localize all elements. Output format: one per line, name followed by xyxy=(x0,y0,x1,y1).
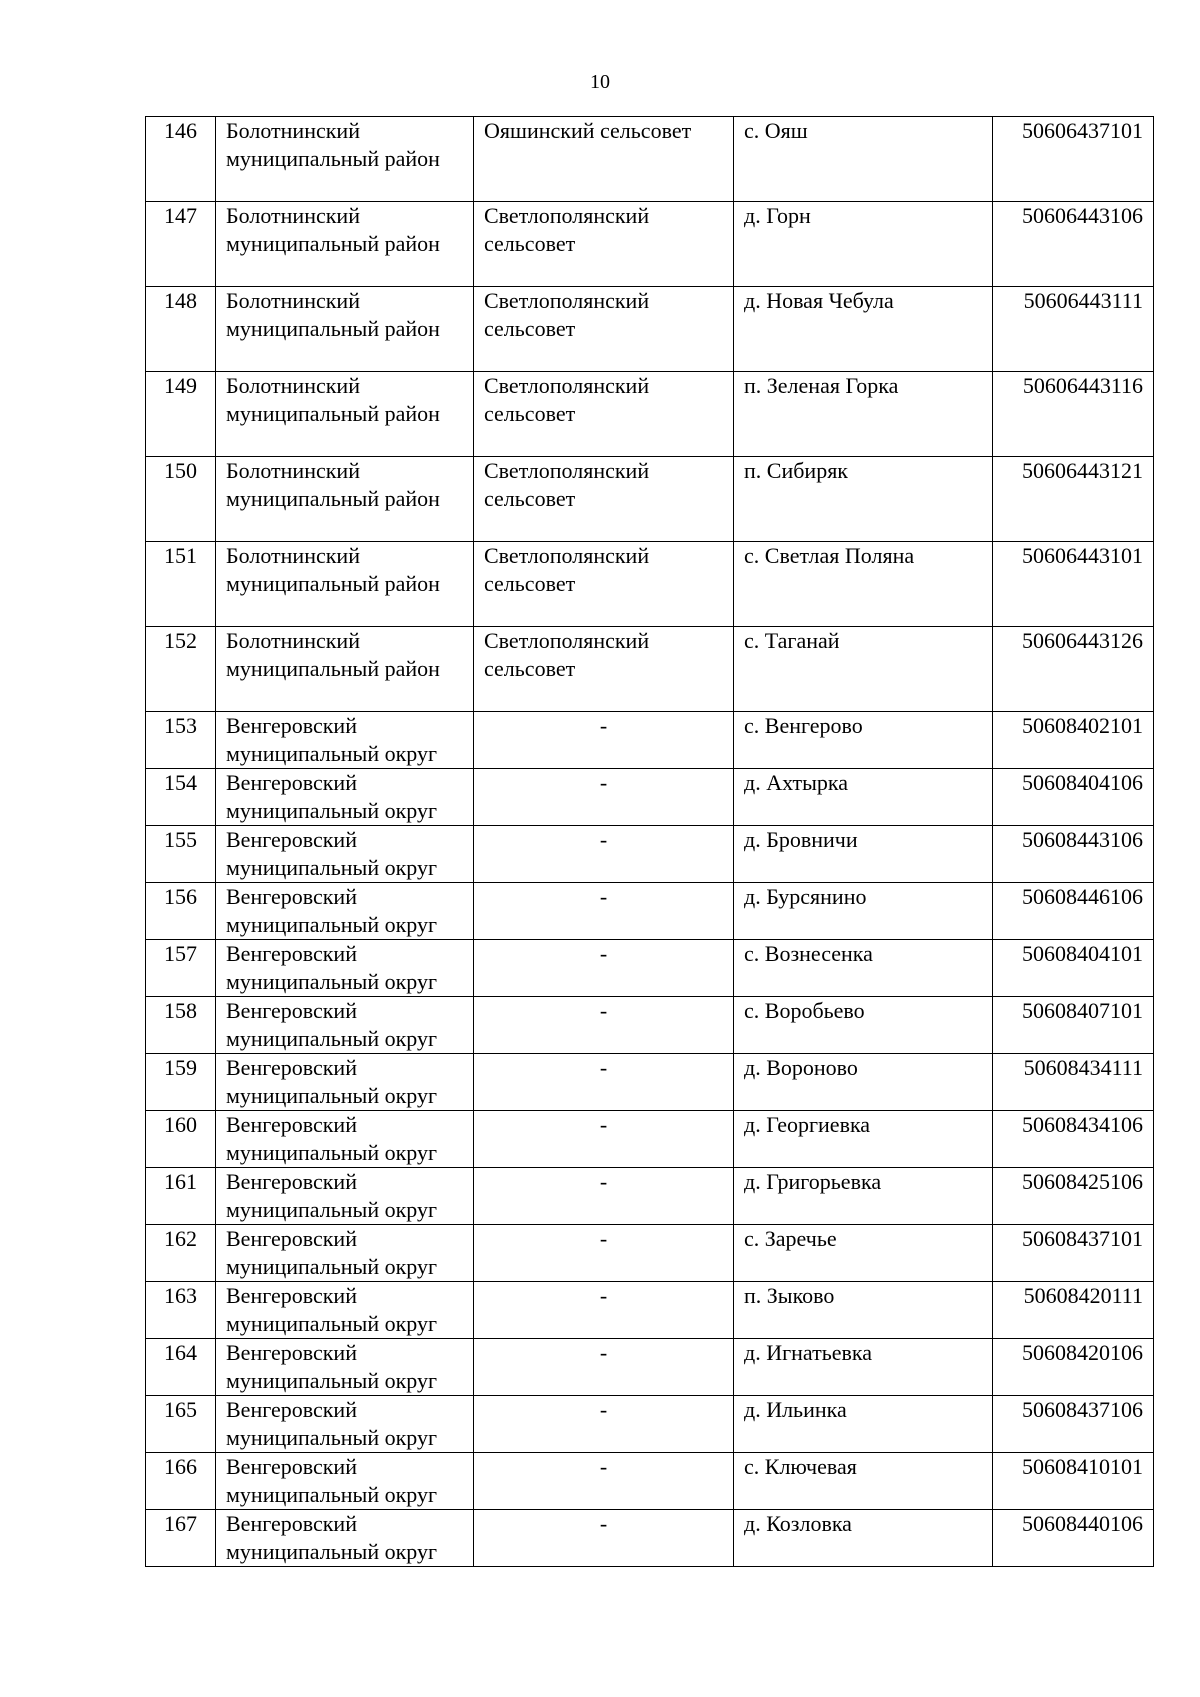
row-number: 152 xyxy=(146,627,216,712)
oktmo-code: 50606443111 xyxy=(993,287,1154,372)
council-name: - xyxy=(474,1282,734,1339)
row-number: 146 xyxy=(146,117,216,202)
row-number: 166 xyxy=(146,1453,216,1510)
page-number: 10 xyxy=(590,71,610,93)
oktmo-code: 50608420111 xyxy=(993,1282,1154,1339)
oktmo-code: 50608437101 xyxy=(993,1225,1154,1282)
row-number: 163 xyxy=(146,1282,216,1339)
locality-name: с. Ояш xyxy=(734,117,993,202)
settlements-table xyxy=(145,116,1154,1567)
district-name: Венгеровский муниципальный округ xyxy=(216,769,474,826)
table-row xyxy=(146,1054,1154,1111)
district-name: Венгеровский муниципальный округ xyxy=(216,1225,474,1282)
locality-name: д. Григорьевка xyxy=(734,1168,993,1225)
table-row xyxy=(146,1396,1154,1453)
row-number: 159 xyxy=(146,1054,216,1111)
locality-name: д. Ильинка xyxy=(734,1396,993,1453)
oktmo-code: 50608404106 xyxy=(993,769,1154,826)
district-name: Венгеровский муниципальный округ xyxy=(216,940,474,997)
council-name: - xyxy=(474,940,734,997)
table-row xyxy=(146,1111,1154,1168)
table-row xyxy=(146,1225,1154,1282)
table-row xyxy=(146,202,1154,287)
row-number: 162 xyxy=(146,1225,216,1282)
council-name: - xyxy=(474,883,734,940)
locality-name: д. Бурсянино xyxy=(734,883,993,940)
district-name: Венгеровский муниципальный округ xyxy=(216,1339,474,1396)
row-number: 156 xyxy=(146,883,216,940)
locality-name: с. Вознесенка xyxy=(734,940,993,997)
locality-name: д. Ахтырка xyxy=(734,769,993,826)
district-name: Венгеровский муниципальный округ xyxy=(216,997,474,1054)
settlements-table-body xyxy=(146,117,1154,1567)
row-number: 157 xyxy=(146,940,216,997)
council-name: Светлополянский сельсовет xyxy=(474,542,734,627)
table-row xyxy=(146,542,1154,627)
council-name: - xyxy=(474,826,734,883)
oktmo-code: 50606443116 xyxy=(993,372,1154,457)
oktmo-code: 50608446106 xyxy=(993,883,1154,940)
row-number: 160 xyxy=(146,1111,216,1168)
council-name: - xyxy=(474,1453,734,1510)
locality-name: с. Воробьево xyxy=(734,997,993,1054)
locality-name: с. Ключевая xyxy=(734,1453,993,1510)
table-row xyxy=(146,627,1154,712)
table-row xyxy=(146,457,1154,542)
council-name: Светлополянский сельсовет xyxy=(474,202,734,287)
council-name: - xyxy=(474,769,734,826)
table-row xyxy=(146,826,1154,883)
row-number: 158 xyxy=(146,997,216,1054)
council-name: - xyxy=(474,1396,734,1453)
row-number: 165 xyxy=(146,1396,216,1453)
locality-name: с. Таганай xyxy=(734,627,993,712)
district-name: Болотнинский муниципальный район xyxy=(216,542,474,627)
council-name: - xyxy=(474,1339,734,1396)
oktmo-code: 50608420106 xyxy=(993,1339,1154,1396)
oktmo-code: 50608440106 xyxy=(993,1510,1154,1567)
district-name: Болотнинский муниципальный район xyxy=(216,202,474,287)
table-row xyxy=(146,372,1154,457)
row-number: 149 xyxy=(146,372,216,457)
council-name: - xyxy=(474,1168,734,1225)
row-number: 167 xyxy=(146,1510,216,1567)
district-name: Венгеровский муниципальный округ xyxy=(216,883,474,940)
table-row xyxy=(146,712,1154,769)
district-name: Венгеровский муниципальный округ xyxy=(216,1510,474,1567)
district-name: Венгеровский муниципальный округ xyxy=(216,1111,474,1168)
district-name: Венгеровский муниципальный округ xyxy=(216,826,474,883)
council-name: - xyxy=(474,712,734,769)
table-row xyxy=(146,287,1154,372)
locality-name: п. Зеленая Горка xyxy=(734,372,993,457)
district-name: Венгеровский муниципальный округ xyxy=(216,712,474,769)
locality-name: п. Сибиряк xyxy=(734,457,993,542)
oktmo-code: 50608404101 xyxy=(993,940,1154,997)
district-name: Болотнинский муниципальный район xyxy=(216,627,474,712)
district-name: Венгеровский муниципальный округ xyxy=(216,1054,474,1111)
oktmo-code: 50608407101 xyxy=(993,997,1154,1054)
locality-name: д. Горн xyxy=(734,202,993,287)
oktmo-code: 50606443106 xyxy=(993,202,1154,287)
locality-name: д. Козловка xyxy=(734,1510,993,1567)
table-row xyxy=(146,1168,1154,1225)
oktmo-code: 50606443101 xyxy=(993,542,1154,627)
council-name: - xyxy=(474,1111,734,1168)
council-name: - xyxy=(474,1225,734,1282)
locality-name: д. Бровничи xyxy=(734,826,993,883)
row-number: 164 xyxy=(146,1339,216,1396)
district-name: Венгеровский муниципальный округ xyxy=(216,1168,474,1225)
table-row xyxy=(146,1282,1154,1339)
council-name: Ояшинский сельсовет xyxy=(474,117,734,202)
oktmo-code: 50606443126 xyxy=(993,627,1154,712)
row-number: 147 xyxy=(146,202,216,287)
district-name: Венгеровский муниципальный округ xyxy=(216,1282,474,1339)
oktmo-code: 50608437106 xyxy=(993,1396,1154,1453)
council-name: Светлополянский сельсовет xyxy=(474,457,734,542)
council-name: Светлополянский сельсовет xyxy=(474,287,734,372)
locality-name: с. Венгерово xyxy=(734,712,993,769)
oktmo-code: 50608443106 xyxy=(993,826,1154,883)
table-row xyxy=(146,1453,1154,1510)
row-number: 153 xyxy=(146,712,216,769)
district-name: Болотнинский муниципальный район xyxy=(216,372,474,457)
district-name: Болотнинский муниципальный район xyxy=(216,287,474,372)
table-row xyxy=(146,1510,1154,1567)
locality-name: с. Светлая Поляна xyxy=(734,542,993,627)
council-name: Светлополянский сельсовет xyxy=(474,372,734,457)
district-name: Болотнинский муниципальный район xyxy=(216,117,474,202)
council-name: - xyxy=(474,997,734,1054)
oktmo-code: 50606437101 xyxy=(993,117,1154,202)
table-row xyxy=(146,940,1154,997)
council-name: Светлополянский сельсовет xyxy=(474,627,734,712)
locality-name: с. Заречье xyxy=(734,1225,993,1282)
table-row xyxy=(146,769,1154,826)
district-name: Болотнинский муниципальный район xyxy=(216,457,474,542)
row-number: 150 xyxy=(146,457,216,542)
locality-name: п. Зыково xyxy=(734,1282,993,1339)
table-row xyxy=(146,997,1154,1054)
row-number: 155 xyxy=(146,826,216,883)
locality-name: д. Игнатьевка xyxy=(734,1339,993,1396)
oktmo-code: 50608434106 xyxy=(993,1111,1154,1168)
council-name: - xyxy=(474,1510,734,1567)
locality-name: д. Георгиевка xyxy=(734,1111,993,1168)
oktmo-code: 50606443121 xyxy=(993,457,1154,542)
row-number: 161 xyxy=(146,1168,216,1225)
oktmo-code: 50608402101 xyxy=(993,712,1154,769)
table-row xyxy=(146,117,1154,202)
table-row xyxy=(146,883,1154,940)
oktmo-code: 50608434111 xyxy=(993,1054,1154,1111)
table-row xyxy=(146,1339,1154,1396)
oktmo-code: 50608410101 xyxy=(993,1453,1154,1510)
council-name: - xyxy=(474,1054,734,1111)
district-name: Венгеровский муниципальный округ xyxy=(216,1453,474,1510)
locality-name: д. Новая Чебула xyxy=(734,287,993,372)
row-number: 148 xyxy=(146,287,216,372)
row-number: 154 xyxy=(146,769,216,826)
district-name: Венгеровский муниципальный округ xyxy=(216,1396,474,1453)
locality-name: д. Вороново xyxy=(734,1054,993,1111)
row-number: 151 xyxy=(146,542,216,627)
oktmo-code: 50608425106 xyxy=(993,1168,1154,1225)
